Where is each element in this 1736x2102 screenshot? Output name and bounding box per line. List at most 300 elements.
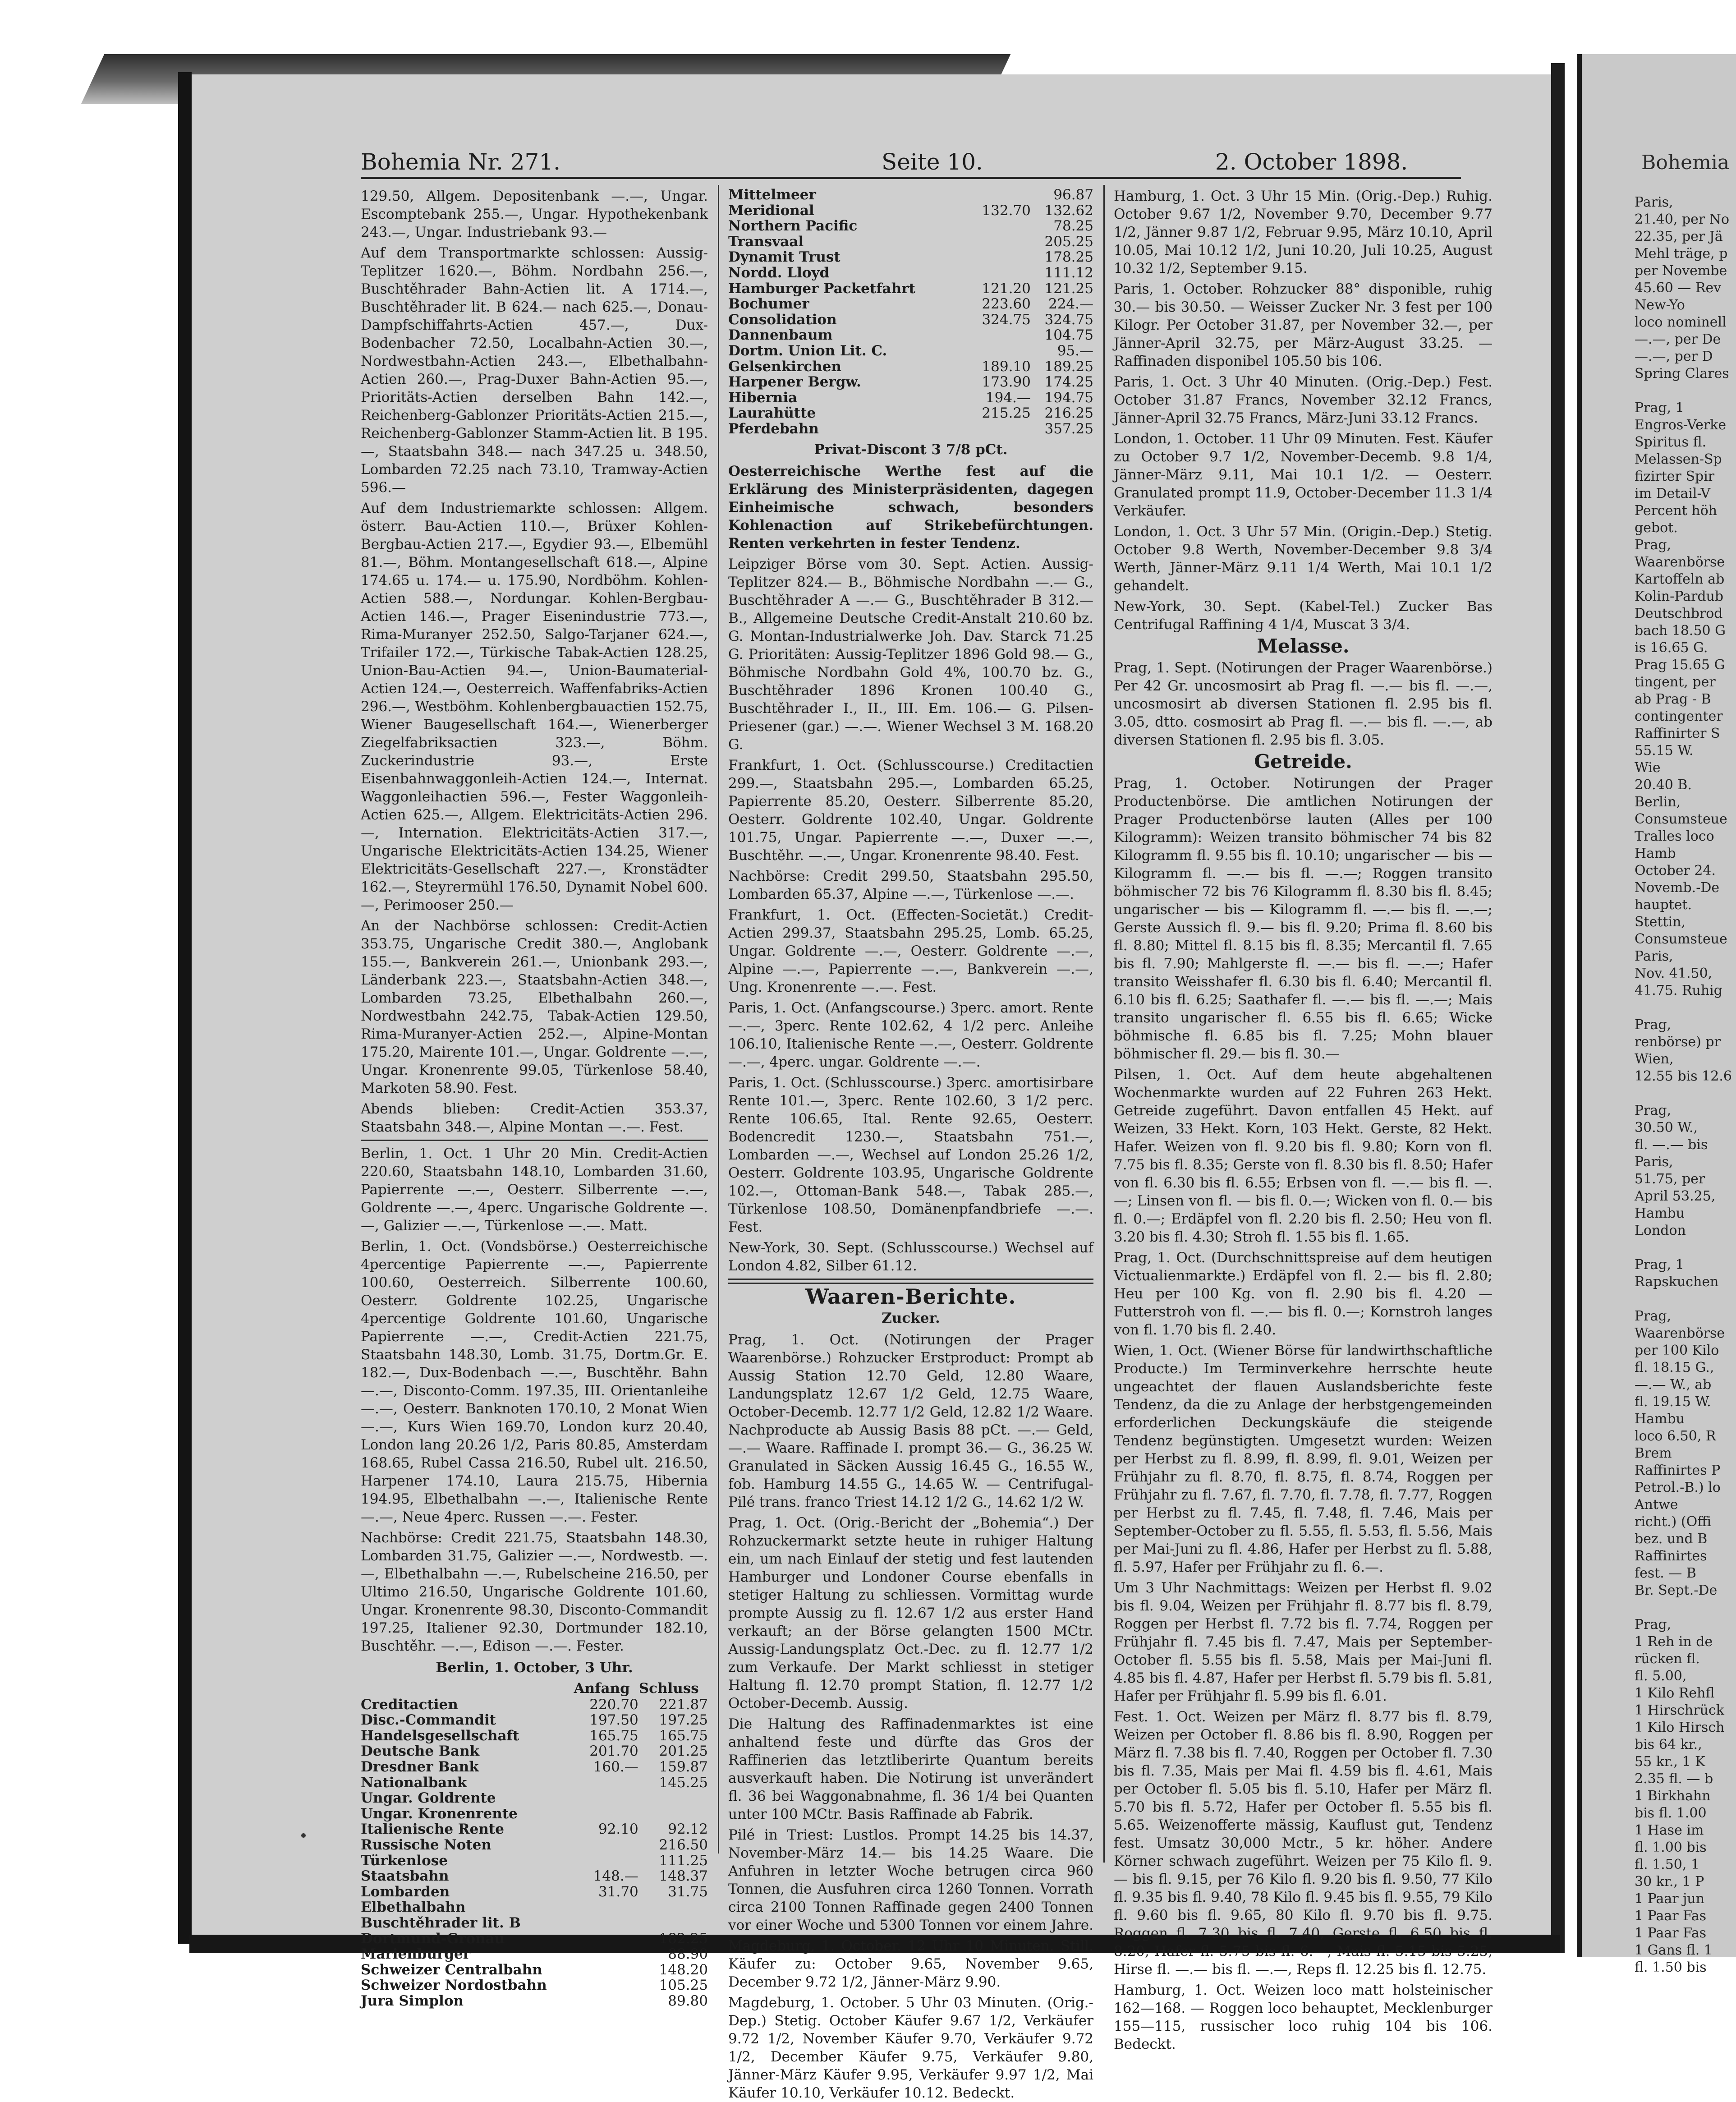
security-name: Harpener Bergw. — [728, 374, 861, 391]
table-row — [728, 265, 1093, 281]
adjacent-page-line: fl. 19.15 W. — [1635, 1394, 1711, 1410]
table-row — [728, 234, 1093, 250]
article-paragraph: London, 1. October. 11 Uhr 09 Minuten. Fest. Käufer zu October 9.7 1/2, November-Decemb. 9.8 1/4, Jänner-März 9.11, Mai 10.1 1/2. — Oesterr. Granulated prompt 11.9, October-December 11.3 1/4 Verkäufer. — [1114, 431, 1493, 519]
adjacent-page-line: Prag, 1 — [1635, 1257, 1684, 1273]
quote-value: 189.25 — [1044, 358, 1093, 375]
security-name: Creditactien — [361, 1696, 458, 1713]
table-row — [728, 249, 1093, 265]
quote-value: 105.25 — [659, 1977, 708, 1994]
quote-value — [574, 1946, 638, 1962]
quote-value: 173.90 — [982, 374, 1031, 391]
adjacent-page-line: 1 Paar jun — [1635, 1891, 1705, 1907]
security-name: Northern Pacific — [728, 218, 858, 235]
adjacent-page-line: Percent höh — [1635, 503, 1718, 519]
security-name: Jura Simplon — [361, 1992, 464, 2009]
adjacent-page-line: Wien, — [1635, 1051, 1674, 1067]
quote-value: 324.75 — [1044, 311, 1093, 328]
adjacent-page-line: Rapskuchen — [1635, 1274, 1719, 1290]
adjacent-page-line: is 16.65 G. — [1635, 640, 1708, 656]
security-name: Pferdebahn — [728, 420, 819, 437]
adjacent-page-line: Brem — [1635, 1445, 1672, 1461]
adjacent-page-line: bach 18.50 G — [1635, 623, 1726, 639]
quote-value: 197.50 — [589, 1712, 638, 1729]
article-paragraph: Die Haltung des Raffinadenmarktes ist eine anhaltend feste und dürfte das Gros der Raffinerien das letztliberirte Quantum bereits ausverkauft haben. Die Notirung ist unverändert fl. 36 bei Waggonabnahme, fl. 36 1/4 bei Quanten unter 100 MCtr. Basis Raffinade ab Fabrik. — [728, 1716, 1093, 1822]
security-name: Dynamit Trust — [728, 249, 840, 266]
table-row — [728, 281, 1093, 297]
adjacent-page-line: —.—, per D — [1635, 349, 1713, 364]
adjacent-page-line: 51.75, per — [1635, 1171, 1705, 1187]
article-paragraph: Leipziger Börse vom 30. Sept. Actien. Aussig-Teplitzer 824.— B., Böhmische Nordbahn —.— G., Buschtěhrader A —.— G., Buschtěhrader B 312.— B., Allgemeine Deutsche Credit-Anstalt 210.60 bz. G. Montan-Industrialwerke Joh. Dav. Starck 71.25 G. Prioritäten: Aussig-Teplitzer 1896 Gold 98.— G., Böhmische Nordbahn Gold 4%, 100.70 bz. G., Buschtěhrader 1896 Kronen 100.40 G., Buschtěhrader I., II., III. Em. 106.— G. Pilsen-Priesener (gar.) —.—. Wiener Wechsel 3 M. 168.20 G. — [728, 556, 1093, 753]
quote-value: 111.25 — [659, 1852, 708, 1869]
security-name: Dortmund-Gronau — [361, 1930, 505, 1947]
table-row — [361, 1743, 708, 1759]
adjacent-page-line: Hambu — [1635, 1205, 1685, 1221]
adjacent-page-line: Engros-Verke — [1635, 417, 1727, 433]
article-paragraph: Paris, 1. Oct. (Anfangscourse.) 3perc. amort. Rente —.—, 3perc. Rente 102.62, 4 1/2 perc. Anleihe 106.10, Italienische Rente —.—, Oesterr. Goldrente —.—, 4perc. ungar. Goldrente —.—. — [728, 999, 1093, 1070]
quote-value: 205.25 — [1044, 233, 1093, 250]
quote-value: 194.— — [985, 389, 1031, 406]
table-row — [361, 1900, 708, 1915]
security-name: Gelsenkirchen — [728, 358, 841, 375]
article-paragraph: Paris, 1. October. Rohzucker 88° disponible, ruhig 30.— bis 30.50. — Weisser Zucker Nr. 3 fest per 100 Kilogr. Per October 31.87, per November 32.—, per Jänner-April 32.75, per März-August 33.25. — Raffinaden disponibel 105.50 bis 106. — [1114, 281, 1493, 369]
table-row — [728, 296, 1093, 312]
adjacent-page-line: bis 64 kr., — [1635, 1737, 1702, 1752]
security-name: Ungar. Kronenrente — [361, 1805, 518, 1822]
adjacent-page-line: rücken fl. — [1635, 1651, 1700, 1667]
quote-value: 88.90 — [668, 1946, 708, 1963]
quote-value: 159.87 — [659, 1758, 708, 1775]
adjacent-page-line: fest. — B — [1635, 1565, 1696, 1581]
column-2 — [728, 187, 1094, 2101]
quote-value: 31.70 — [598, 1883, 638, 1900]
adjacent-page-line: Spiritus fl. — [1635, 434, 1707, 450]
adjacent-page-line: ab Prag - B — [1635, 691, 1711, 707]
adjacent-page-line: April 53.25, — [1635, 1188, 1716, 1204]
table-row — [728, 359, 1093, 375]
column-header: Schluss — [638, 1680, 699, 1697]
article-paragraph: Paris, 1. Oct. (Schlusscourse.) 3perc. amortisirbare Rente 101.—, 3perc. Rente 102.60, 3 1/2 perc. Rente 106.65, Ital. Rente 92.65, Oesterr. Bodencredit 1230.—, Staatsbahn 751.—, Lombarden —.—, Wechsel auf London 25.26 1/2, Oesterr. Goldrente 103.95, Ungarische Goldrente 102.—, Ottoman-Bank 548.—, Tabak 285.—, Türkenlose 108.50, Domänenpfandbriefe —.—. Fest. — [728, 1074, 1093, 1235]
article-paragraph: New-York, 30. Sept. (Kabel-Tel.) Zucker Bas Centrifugal Raffining 4 1/4, Muscat 3 3/4. — [1114, 598, 1493, 633]
header-date: 2. October 1898. — [1215, 149, 1408, 175]
article-paragraph: Auf dem Transportmarkte schlossen: Aussig-Teplitzer 1620.—, Böhm. Nordbahn 256.—, Buschtěhrader Bahn-Actien lit. A 1714.—, Buschtěhrader lit. B 624.— nach 625.—, Donau-Dampfschiffahrts-Actien 457.—, Dux-Bodenbacher 72.50, Localbahn-Actien 30.—, Nordwestbahn-Actien 243.—, Elbethalbahn-Actien 260.—, Prag-Duxer Bahn-Actien 95.—, Prioritäts-Actien derselben Bahn 142.—, Reichenberg-Gablonzer Prioritäts-Actien 215.—, Reichenberg-Gablonzer Stamm-Actien lit. B 195.—, Staatsbahn 348.— nach 347.25 u. 348.50, Lombarden 72.25 nach 73.10, Tramway-Actien 596.— — [361, 245, 708, 496]
article-paragraph: Berlin, 1. Oct. (Vondsbörse.) Oesterreichische 4percentige Papierrente —.—, Papierrente 100.60, Oesterreich. Silberrente 100.60, Oesterr. Goldrente 102.25, Ungarische 4percentige Goldrente 101.60, Ungarische Papierrente —.—, Credit-Actien 221.75, Staatsbahn 148.30, Lomb. 31.75, Dortm.Gr. E. 182.—, Dux-Bodenbach —.—, Buschtěhr. Bahn —.—, Disconto-Comm. 197.35, III. Orientanleihe —.—, Oesterr. Banknoten 170.10, 2 Monat Wien —.—, Kurs Wien 169.70, London kurz 20.40, London lang 20.26 1/2, Paris 80.85, Amsterdam 168.65, Rubel Cassa 216.50, Rubel ult. 216.50, Harpener 174.10, Laura 215.75, Hibernia 194.95, Elbethalbahn —.—, Italienische Rente —.—, Neue 4perc. Russen —.—. Fester. — [361, 1238, 708, 1525]
adjacent-page-line: fl. 1.50 bis — [1635, 1959, 1707, 1975]
security-name: Ungar. Goldrente — [361, 1790, 496, 1807]
adjacent-page-line: Raffinirtes P — [1635, 1463, 1721, 1478]
quote-value — [968, 187, 1031, 203]
adjacent-page-line: hauptet. — [1635, 897, 1692, 913]
adjacent-page-line — [1635, 999, 1729, 1017]
table-row — [361, 1868, 708, 1884]
adjacent-page-line: Hambu — [1635, 1411, 1685, 1427]
quote-value — [968, 249, 1031, 265]
adjacent-page-line: 1 Hase im — [1635, 1822, 1704, 1838]
quote-value: 220.70 — [589, 1696, 638, 1713]
security-name: Türkenlose — [361, 1852, 448, 1869]
header-rule — [361, 177, 1461, 179]
article-paragraph: Paris, 1. Oct. 3 Uhr 40 Minuten. (Orig.-Dep.) Fest. October 31.87 Francs, November 32.12 Francs, Jänner-April 32.75 Francs, März-Juni 33.12 Francs. — [1114, 374, 1493, 426]
adjacent-page-line — [1635, 1291, 1729, 1308]
adjacent-page-line: Kartoffeln ab — [1635, 571, 1725, 587]
header-paper-name: Bohemia Nr. 271. — [361, 149, 561, 175]
adjacent-page-line: Stettin, — [1635, 914, 1685, 930]
adjacent-page-line: Nov. 41.50, — [1635, 966, 1713, 981]
adjacent-page-line: per 100 Kilo — [1635, 1343, 1719, 1358]
adjacent-page-line — [1635, 1085, 1729, 1102]
adjacent-page-line: Melassen-Sp — [1635, 451, 1722, 467]
adjacent-page-line: fl. 18.15 G., — [1635, 1360, 1714, 1375]
quote-value — [638, 1790, 708, 1806]
adjacent-page-line: 1 Hirschrück — [1635, 1702, 1724, 1718]
adjacent-page-line: October 24. — [1635, 863, 1716, 879]
adjacent-page-line: 55.15 W. — [1635, 743, 1694, 759]
quote-value — [574, 1790, 638, 1806]
adjacent-page-line: fl. 1.00 bis — [1635, 1840, 1707, 1855]
article-paragraph: Fest. 1. Oct. Weizen per März fl. 8.77 bis fl. 8.79, Weizen per October fl. 8.86 bis fl. 8.90, Roggen per März fl. 7.38 bis fl. 7.40, Roggen per October fl. 7.30 bis fl. 7.35, Mais per Mai fl. 4.59 bis fl. 4.61, Mais per October fl. 5.05 bis fl. 5.10, Hafer per März fl. 5.70 bis fl. 5.72, Hafer per October fl. 5.55 bis fl. 5.65. Weizenofferte mässig, Kauflust gut, Tendenz fest. Umsatz 30,000 Mctr., 5 kr. höher. Andere Körner schwach zugeführt. Weizen per 75 Kilo fl. 9.— bis fl. 9.15, per 76 Kilo fl. 9.20 bis fl. 9.50, 77 Kilo fl. 9.35 bis fl. 9.40, 78 Kilo fl. 9.45 bis fl. 9.55, 79 Kilo fl. 9.60 bis fl. 9.65, 80 Kilo fl. 9.70 bis fl. 9.75. Roggen fl. 7.30 bis fl. 7.40, Gerste fl. 6.50 bis fl. 8.20, Hafer fl. 5.75 bis fl. 6.—, Mais fl. 5.15 bis 5.25, Hirse fl. —.— bis fl. —.—, Reps fl. 12.25 bis fl. 12.75. — [1114, 1709, 1493, 1978]
column-3 — [1114, 187, 1493, 2052]
table-row — [728, 405, 1093, 421]
quotes-table — [728, 187, 1093, 437]
article-paragraph: Oesterreichische Werthe fest auf die Erklärung des Ministerpräsidenten, dagegen Einheimische schwach, besonders Kohlenaction auf Strikebefürchtungen. Renten verkehrten in fester Tendenz. — [728, 463, 1093, 552]
column-rule — [718, 185, 719, 1854]
article-paragraph: Frankfurt, 1. Oct. (Effecten-Societät.) Credit-Actien 299.37, Staatsbahn 295.25, Lomb. 65.25, Ungar. Goldrente —.—, Oesterr. Goldrente —.—, Alpine —.—, Papierrente —.—, Bankverein —.—, Ung. Kronenrente —.—. Fest. — [728, 906, 1093, 995]
security-name: Mittelmeer — [728, 187, 816, 203]
adjacent-page-line: New-Yo — [1635, 297, 1685, 313]
adjacent-page-line: 55 kr., 1 K — [1635, 1754, 1705, 1770]
security-name: Nationalbank — [361, 1774, 467, 1791]
table-row — [728, 312, 1093, 328]
adjacent-page-line: Hamb — [1635, 846, 1676, 861]
quote-value: 31.75 — [668, 1883, 708, 1900]
adjacent-page-line — [1635, 382, 1729, 400]
security-name: Hamburger Packetfahrt — [728, 280, 915, 297]
adjacent-page-line: Prag, — [1635, 1617, 1672, 1633]
adjacent-page-line: 1 Reh in de — [1635, 1634, 1713, 1650]
quote-value — [574, 1915, 638, 1931]
quote-value: 178.25 — [1044, 249, 1093, 266]
security-name: Deutsche Bank — [361, 1743, 480, 1760]
section-subtitle: Zucker. — [882, 1310, 940, 1326]
adjacent-page-line: bis fl. 1.00 — [1635, 1805, 1707, 1821]
table-row — [361, 1728, 708, 1744]
adjacent-page-line: per Novembe — [1635, 263, 1727, 279]
quote-value — [574, 1931, 638, 1947]
quote-value: 78.25 — [1053, 218, 1093, 235]
adjacent-page-line — [1635, 1599, 1729, 1616]
security-name: Consolidation — [728, 311, 837, 328]
adjacent-page-header: Bohemia — [1641, 151, 1730, 174]
article-paragraph: Um 3 Uhr Nachmittags: Weizen per Herbst fl. 9.02 bis fl. 9.04, Weizen per Frühjahr fl. 8.77 bis fl. 8.79, Roggen per Herbst fl. 7.72 bis fl. 7.74, Roggen per Frühjahr fl. 7.45 bis fl. 7.47, Mais per September-October fl. 5.55 bis fl. 5.58, Mais per Mai-Juni fl. 4.85 bis fl. 4.87, Hafer per Herbst fl. 5.79 bis fl. 5.81, Hafer per Frühjahr fl. 5.99 bis fl. 6.01. — [1114, 1580, 1493, 1704]
quote-value: 145.25 — [659, 1774, 708, 1791]
security-name: Laurahütte — [728, 405, 816, 422]
berlin-quotes-table — [361, 1680, 708, 2009]
adjacent-page-line: Prag, — [1635, 1103, 1672, 1118]
article-paragraph: Prag, 1. Oct. (Orig.-Bericht der „Bohemia“.) Der Rohzuckermarkt setzte heute in ruhiger Haltung ein, um nach Einlauf der stetig und fest lautenden Hamburger und Londoner Course ebenfalls in stetiger Haltung zu schliessen. Vormittag wurde prompte Aussig zu fl. 12.67 1/2 aus erster Hand verkauft; an der Börse gelangten 1500 MCtr. Aussig-Landungsplatz Oct.-Dec. zu fl. 12.77 1/2 zum Verkaufe. Der Markt schliesst in stetiger Haltung fl. 12.70 prompt Station, fl. 12.77 1/2 October-Decemb. Aussig. — [728, 1514, 1093, 1711]
quote-value: 223.60 — [982, 296, 1031, 313]
table-row — [361, 1946, 708, 1962]
security-name: Marienburger — [361, 1946, 471, 1963]
adjacent-page-line: 22.35, per Jä — [1635, 229, 1723, 244]
page-left-edge — [178, 72, 192, 1944]
quote-value: 189.10 — [982, 358, 1031, 375]
security-name: Nordd. Lloyd — [728, 264, 830, 281]
table-row — [728, 421, 1093, 437]
column-1 — [361, 187, 708, 2009]
table-row — [728, 218, 1093, 234]
table-row — [361, 1837, 708, 1853]
article-paragraph: New-York, 30. Sept. (Schlusscourse.) Wechsel auf London 4.82, Silber 61.12. — [728, 1239, 1093, 1274]
table-row — [728, 390, 1093, 406]
article-paragraph: Berlin, 1. Oct. 1 Uhr 20 Min. Credit-Actien 220.60, Staatsbahn 148.10, Lombarden 31.60, Papierrente —.—, Oesterr. Silberrente —.—, Goldrente —.—, 4perc. Ungarische Goldrente —.—, Galizier —.—, Türkenlose —.—. Matt. — [361, 1145, 708, 1234]
article-paragraph: Nachbörse: Credit 299.50, Staatsbahn 295.50, Lombarden 65.37, Alpine —.—, Türkenlose —.—. — [728, 868, 1093, 902]
adjacent-page-text — [1635, 194, 1732, 1975]
quote-value: 357.25 — [1044, 420, 1093, 437]
article-paragraph: Nachbörse: Credit 221.75, Staatsbahn 148.30, Lombarden 31.75, Galizier —.—, Nordwestb. —.—, Elbethalbahn —.—, Rubelscheine 216.50, per Ultimo 216.50, Ungarische Goldrente 101.60, Ungar. Kronenrente 98.30, Disconto-Commandit 197.25, Italiener 92.30, Dortmunder 182.10, Buschtěhr. —.—, Edison —.—. Fester. — [361, 1530, 708, 1654]
article-paragraph: Pilé in Triest: Lustlos. Prompt 14.25 bis 14.37, November-März 14.— bis 14.25 Waare. Die Anfuhren in letzter Woche betrugen circa 960 Tonnen, die Ausfuhren circa 1260 Tonnen. Vorrath circa 2100 Tonnen Raffinade gegen 2400 Tonnen vor einer Woche und 5300 Tonnen vor einem Jahre. — [728, 1826, 1094, 1933]
quote-value: 197.25 — [659, 1712, 708, 1729]
article-paragraph: Prag, 1. Oct. (Notirungen der Prager Waarenbörse.) Rohzucker Erstproduct: Prompt ab Aussig Station 12.70 Geld, 12.80 Waare, Landungsplatz 12.67 1/2 Geld, 12.75 Waare, October-Decemb. 12.77 1/2 Geld, 12.82 1/2 Waare. Nachproducte ab Aussig Basis 88 pCt. —.— Geld, —.— Waare. Raffinade I. prompt 36.— G., 36.25 W. Granulated in Säcken Aussig 16.45 G., 16.55 W., fob. Hamburg 14.55 G., 14.65 W. — Centrifugal-Pilé trans. franco Triest 14.12 1/2 G., 14.62 1/2 W. — [728, 1331, 1093, 1510]
adjacent-page-line: Raffinirter S — [1635, 726, 1720, 741]
adjacent-page-line: 1 Gans fl. 1 — [1635, 1942, 1713, 1958]
adjacent-page-line: 1 Paar Fas — [1635, 1925, 1707, 1941]
security-name: Lombarden — [361, 1883, 450, 1900]
section-title: Getreide. — [1254, 750, 1352, 773]
section-title: Waaren-Berichte. — [805, 1284, 1016, 1309]
security-name: Dresdner Bank — [361, 1758, 479, 1775]
article-paragraph: London, 1. Oct. 3 Uhr 57 Min. (Origin.-Dep.) Stetig. October 9.8 Werth, November-December 9.8 3/4 Werth, Jänner-März 9.11 1/4 Werth, Mai 10.1 1/2 gehandelt. — [1114, 524, 1493, 594]
page-gutter — [1565, 45, 1578, 1966]
table-row — [361, 1806, 708, 1822]
quote-value: 121.25 — [1044, 280, 1093, 297]
security-name: Dortm. Union Lit. C. — [728, 342, 887, 359]
adjacent-page-line: loco 6.50, R — [1635, 1428, 1716, 1444]
quote-value — [574, 1837, 638, 1853]
adjacent-page-line: Antwe — [1635, 1497, 1678, 1513]
adjacent-page-line: fl. —.— bis — [1635, 1137, 1708, 1153]
table-row — [361, 1884, 708, 1900]
adjacent-page-line — [1635, 1239, 1729, 1256]
adjacent-page-line: loco nominell — [1635, 314, 1727, 330]
section-title: Melasse. — [1257, 635, 1350, 657]
table-row — [361, 1759, 708, 1775]
adjacent-page-line: Prag, — [1635, 537, 1672, 553]
adjacent-page-line: Waarenbörse — [1635, 1325, 1725, 1341]
adjacent-page-line: London — [1635, 1223, 1686, 1238]
quote-value — [638, 1900, 708, 1915]
quote-value: 104.75 — [1044, 327, 1093, 344]
adjacent-page-line: 30.50 W., — [1635, 1120, 1698, 1136]
quote-value — [968, 343, 1031, 359]
quote-value: 92.12 — [668, 1821, 708, 1838]
article-paragraph: Magdeburg, 1. October. 5 Uhr 03 Minuten. (Orig.-Dep.) Stetig. October Käufer 9.67 1/2, Verkäufer 9.72 1/2, November Käufer 9.70, Verkäufer 9.72 1/2, December Käufer 9.75, Verkäufer 9.80, Jänner-März Käufer 9.95, Verkäufer 9.97 1/2, Mai Käufer 10.10, Verkäufer 10.12. Bedeckt. — [728, 1994, 1093, 2101]
quote-value — [968, 265, 1031, 281]
table-row — [361, 1853, 708, 1869]
quote-value: 221.87 — [659, 1696, 708, 1713]
quote-value: 160.— — [593, 1758, 638, 1775]
security-name: Buschtěhrader lit. B — [361, 1914, 521, 1931]
quote-value — [574, 1775, 638, 1791]
quote-value — [574, 1853, 638, 1869]
adjacent-page-line: Mehl träge, p — [1635, 246, 1728, 262]
table-row — [728, 343, 1093, 359]
adjacent-page-line: 41.75. Ruhig — [1635, 983, 1722, 998]
adjacent-page-line: Wie — [1635, 760, 1661, 776]
adjacent-page-line: —.— W., ab — [1635, 1377, 1712, 1393]
quote-value — [968, 327, 1031, 343]
table-row — [361, 1697, 708, 1713]
quote-value: 132.62 — [1044, 202, 1093, 219]
quote-value — [574, 1978, 638, 1993]
quote-value: 89.80 — [668, 1992, 708, 2009]
quote-value: 165.75 — [589, 1727, 638, 1744]
security-name: Handelsgesellschaft — [361, 1727, 519, 1744]
adjacent-page-line: fl. 1.50, 1 — [1635, 1857, 1700, 1872]
adjacent-page-line: im Detail-V — [1635, 486, 1711, 501]
table-row — [361, 1821, 708, 1837]
security-name: Schweizer Nordostbahn — [361, 1977, 547, 1994]
adjacent-page-line: Br. Sept.-De — [1635, 1582, 1718, 1598]
column-rule — [1103, 185, 1105, 1863]
adjacent-page-line: Tralles loco — [1635, 828, 1714, 844]
quote-value: 182.25 — [659, 1930, 708, 1947]
security-name: Disc.-Commandit — [361, 1712, 496, 1729]
adjacent-page-line: 12.55 bis 12.6 — [1635, 1068, 1732, 1084]
adjacent-page-line: Raffinirtes — [1635, 1548, 1707, 1564]
quote-value: 165.75 — [659, 1727, 708, 1744]
article-paragraph: An der Nachbörse schlossen: Credit-Actien 353.75, Ungarische Credit 380.—, Anglobank 155.—, Bankverein 261.—, Unionbank 293.—, Länderbank 223.—, Staatsbahn-Actien 348.—, Lombarden 73.25, Elbethalbahn 260.—, Nordwestbahn 242.75, Tabak-Actien 129.50, Rima-Muranyer-Actien 252.—, Alpine-Montan 175.20, Mairente 101.—, Ungar. Goldrente —.—, Ungar. Kronenrente 99.05, Türkenlose 58.40, Markoten 58.90. Fest. — [361, 918, 708, 1096]
article-paragraph: Auf dem Industriemarkte schlossen: Allgem. österr. Bau-Actien 110.—, Brüxer Kohlen-Bergbau-Actien 217.—, Egydier 93.—, Elbemühl 81.—, Böhm. Montangesellschaft 618.—, Alpine 174.65 u. 174.— u. 175.90, Nordböhm. Kohlen-Actien 588.—, Nordungar. Kohlen-Bergbau-Actien 146.—, Prager Eisenindustrie 773.—, Rima-Muranyer 252.50, Salgo-Tarjaner 624.—, Trifailer 172.—, Türkische Tabak-Actien 128.25, Union-Bau-Actien 94.—, Union-Baumaterial-Actien 124.—, Oesterreich. Waffenfabriks-Actien 296.—, Westböhm. Kohlenbergbauactien 152.75, Wiener Baugesellschaft 164.—, Wienerberger Ziegelfabriksactien 323.—, Böhm. Zuckerindustrie 93.—, Erste Eisenbahnwaggonleih-Actien 124.—, Internat. Waggonleihactien 596.—, Fester Waggonleih-Actien 625.—, Allgem. Elektricitäts-Actien 296.—, Internation. Elektricitäts-Actien 317.—, Ungarische Elektricitäts-Actien 134.25, Wiener Elektricitäts-Gesellschaft 227.—, Kronstädter 162.—, Steyrermühl 176.50, Dynamit Nobel 600.—, Perimooser 250.— — [361, 500, 708, 913]
adjacent-page-line: Petrol.-B.) lo — [1635, 1480, 1721, 1495]
adjacent-page-line: Paris, — [1635, 948, 1673, 964]
adjacent-page-line: 1 Kilo Rehfl — [1635, 1685, 1715, 1701]
adjacent-page-line: Novemb.-De — [1635, 880, 1720, 896]
adjacent-page-line: Prag, 1 — [1635, 400, 1684, 416]
page-right-edge — [1551, 63, 1565, 1953]
article-paragraph: Frankfurt, 1. Oct. (Schlusscourse.) Creditactien 299.—, Staatsbahn 295.—, Lombarden 65.25, Papierrente 85.20, Oesterr. Silberrente 85.20, Oesterr. Goldrente 102.40, Ungar. Goldrente 101.75, Ungar. Papierrente —.—, Duxer —.—, Buschtěhr. —.—, Ungar. Kronenrente 98.40. Fest. — [728, 757, 1093, 864]
quote-value — [638, 1915, 708, 1931]
section-double-rule — [728, 1279, 1093, 1284]
adjacent-page-line: —.—, per De — [1635, 331, 1721, 347]
adjacent-page-line: Deutschbrod — [1635, 606, 1723, 621]
quote-value: 95.— — [1057, 342, 1093, 359]
quote-value: 201.25 — [659, 1743, 708, 1760]
article-paragraph: Prag, 1. October. Notirungen der Prager Productenbörse. Die amtlichen Notirungen der Prager Productenbörse lauten (Alles per 100 Kilogramm): Weizen transito böhmischer 74 bis 82 Kilogramm fl. 9.55 bis fl. 10.10; ungarischer — bis — Kilogramm fl. —.— bis fl. —.—; Roggen transito böhmischer 72 bis 76 Kilogramm fl. 8.30 bis fl. 8.45; ungarischer — bis — Kilogramm fl. —.— bis fl. —.—; Gerste Aussich fl. 9.— bis fl. 9.20; Prima fl. 8.60 bis fl. 8.80; Mittel fl. 8.15 bis fl. 8.35; Mercantil fl. 7.65 bis fl. 7.90; Mahlgerste fl. —.— bis fl. —.—; Hafer transito Weisshafer fl. 6.30 bis fl. 6.40; Mercantil fl. 6.10 bis fl. 6.25; Saathafer fl. —.— bis fl. —.—; Mais transito ungarischer fl. 6.55 bis fl. 6.65; Wicke böhmische fl. 6.85 bis fl. 7.25; Mohn blauer böhmischer fl. 29.— bis fl. 30.— — [1114, 775, 1493, 1062]
article-paragraph: Prag, 1. Oct. (Durchschnittspreise auf dem heutigen Victualienmarkte.) Erdäpfel von fl. 2.— bis fl. 2.80; Heu per 100 Kg. von fl. 2.90 bis fl. 4.20 — Futterstroh von fl. —.— bis fl. 0.—; Kornstroh langes von fl. 1.70 bis fl. 2.40. — [1114, 1250, 1493, 1338]
quote-value: 132.70 — [982, 202, 1031, 219]
adjacent-page-line: bez. und B — [1635, 1531, 1708, 1547]
header-page-number: Seite 10. — [882, 149, 983, 175]
adjacent-page-line: 30 kr., 1 P — [1635, 1874, 1704, 1890]
security-name: Meridional — [728, 202, 814, 219]
article-paragraph: Pilsen, 1. Oct. Auf dem heute abgehaltenen Wochenmarkte wurden auf 22 Fuhren 263 Hekt. Getreide zugeführt. Davon entfallen 45 Hekt. auf Weizen, 33 Hekt. Korn, 103 Hekt. Gerste, 82 Hekt. Hafer. Weizen von fl. 9.20 bis fl. 9.80; Korn von fl. 7.75 bis fl. 8.35; Gerste von fl. 8.30 bis fl. 8.50; Hafer von fl. 6.30 bis fl. 6.55; Erbsen von fl. —.— bis fl. —.—; Linsen von fl. — bis fl. 0.—; Wicken von fl. 0.— bis fl. 0.—; Erdäpfel von fl. 2.20 bis fl. 2.50; Heu von fl. 3.20 bis fl. 4.30; Stroh fl. 1.55 bis fl. 1.65. — [1114, 1067, 1493, 1245]
adjacent-page-line: Paris, — [1635, 194, 1673, 210]
security-name: Hibernia — [728, 389, 798, 406]
table-row — [361, 1790, 708, 1806]
quote-value: 148.20 — [659, 1961, 708, 1978]
adjacent-page-line: 45.60 — Rev — [1635, 280, 1722, 296]
article-paragraph: Wien, 1. Oct. (Wiener Börse für landwirthschaftliche Producte.) Im Terminverkehre herrschte heute ungeachtet der flauen Auslandsberichte feste Tendenz, da die zu Anlage der herbstgengemeinden erforderlichen Deckungskäufe die steigende Tendenz begünstigten. Umgesetzt wurden: Weizen per Herbst zu fl. 8.99, fl. 8.99, fl. 9.01, Weizen per Frühjahr zu fl. 8.70, fl. 8.75, fl. 8.74, Roggen per Frühjahr zu fl. 7.67, fl. 7.70, fl. 7.78, fl. 7.77, Roggen per Herbst zu fl. 7.45, fl. 7.48, fl. 7.46, Mais per September-October zu fl. 5.55, fl. 5.53, fl. 5.56, Mais per Mai-Juni zu fl. 4.86, Hafer per Herbst zu fl. 5.88, fl. 5.97, Hafer per Frühjahr zu fl. 6.—. — [1114, 1343, 1493, 1575]
table-row — [728, 327, 1093, 343]
adjacent-page-line: 21.40, per No — [1635, 212, 1730, 227]
table-title: Berlin, 1. October, 3 Uhr. — [436, 1660, 633, 1676]
quote-value — [574, 1962, 638, 1978]
quote-value: 121.20 — [982, 280, 1031, 297]
adjacent-page-line: 1 Kilo Hirsch — [1635, 1720, 1725, 1735]
adjacent-page-line: Berlin, — [1635, 794, 1681, 810]
quote-value: 148.37 — [659, 1868, 708, 1885]
adjacent-page-line: Spring Clares — [1635, 366, 1729, 382]
ink-spot — [301, 1833, 306, 1838]
section-rule — [361, 1140, 708, 1141]
quote-value: 216.50 — [659, 1836, 708, 1853]
adjacent-page-line: Consumsteue — [1635, 811, 1727, 827]
quote-value: 174.25 — [1044, 374, 1093, 391]
quote-value: 215.25 — [982, 405, 1031, 422]
security-name: Staatsbahn — [361, 1868, 449, 1885]
discount-rate: Privat-Discont 3 7/8 pCt. — [814, 441, 1008, 458]
quote-value: 324.75 — [982, 311, 1031, 328]
quote-value — [638, 1806, 708, 1822]
quote-value — [574, 1900, 638, 1915]
quote-value: 111.12 — [1044, 264, 1093, 281]
adjacent-page-line: 1 Birkhahn — [1635, 1788, 1711, 1804]
quote-value: 224.— — [1048, 296, 1093, 313]
table-row — [728, 187, 1093, 203]
table-row — [361, 1775, 708, 1791]
security-name: Dannenbaum — [728, 327, 833, 344]
table-row — [728, 374, 1093, 390]
adjacent-page-line: Paris, — [1635, 1154, 1673, 1170]
table-row — [728, 203, 1093, 219]
adjacent-page-line: Prag 15.65 G — [1635, 657, 1725, 673]
security-name: Elbethalbahn — [361, 1899, 466, 1916]
adjacent-page-line: tingent, per — [1635, 674, 1716, 690]
quote-value — [574, 1993, 638, 2009]
table-row — [361, 1962, 708, 1978]
security-name: Schweizer Centralbahn — [361, 1961, 542, 1978]
adjacent-page-line: Prag, — [1635, 1308, 1672, 1324]
quote-value — [968, 234, 1031, 250]
quote-value: 148.— — [593, 1868, 638, 1885]
security-name: Bochumer — [728, 296, 809, 313]
quote-value: 92.10 — [598, 1821, 638, 1838]
article-paragraph: Abends blieben: Credit-Actien 353.37, Staatsbahn 348.—, Alpine Montan —.—. Fest. — [361, 1101, 708, 1135]
article-paragraph: Hamburg, 1. Oct. Weizen loco matt holsteinischer 162—168. — Roggen loco behauptet, Mecklenburger 155—115, russischer loco ruhig 104 bis 106. Bedeckt. — [1114, 1982, 1493, 2052]
adjacent-page-line: contingenter — [1635, 708, 1723, 724]
adjacent-page-line: fizirter Spir — [1635, 469, 1715, 484]
quote-value: 96.87 — [1053, 187, 1093, 203]
adjacent-page-line: gebot. — [1635, 520, 1678, 536]
table-row — [361, 1931, 708, 1947]
scanner-background — [0, 0, 104, 1992]
quote-value: 216.25 — [1044, 405, 1093, 422]
adjacent-page-line: Kolin-Pardub — [1635, 589, 1724, 604]
adjacent-page-line: fl. 5.00, — [1635, 1668, 1687, 1684]
table-row — [361, 1915, 708, 1931]
column-header: Anfang — [574, 1680, 630, 1697]
adjacent-page-line: 20.40 B. — [1635, 777, 1692, 793]
security-name: Russische Noten — [361, 1836, 491, 1853]
adjacent-page-line: 2.35 fl. — b — [1635, 1771, 1713, 1787]
table-row — [361, 1993, 708, 2009]
adjacent-page-line: Prag, — [1635, 1017, 1672, 1033]
table-row — [361, 1978, 708, 1993]
table-row — [361, 1712, 708, 1728]
adjacent-page-line: Consumsteue — [1635, 931, 1727, 947]
article-paragraph: 129.50, Allgem. Depositenbank —.—, Ungar. Escomptebank 255.—, Ungar. Hypothekenbank 243.—, Ungar. Industriebank 93.— — [361, 188, 708, 240]
quote-value — [968, 218, 1031, 234]
quote-value — [574, 1806, 638, 1822]
